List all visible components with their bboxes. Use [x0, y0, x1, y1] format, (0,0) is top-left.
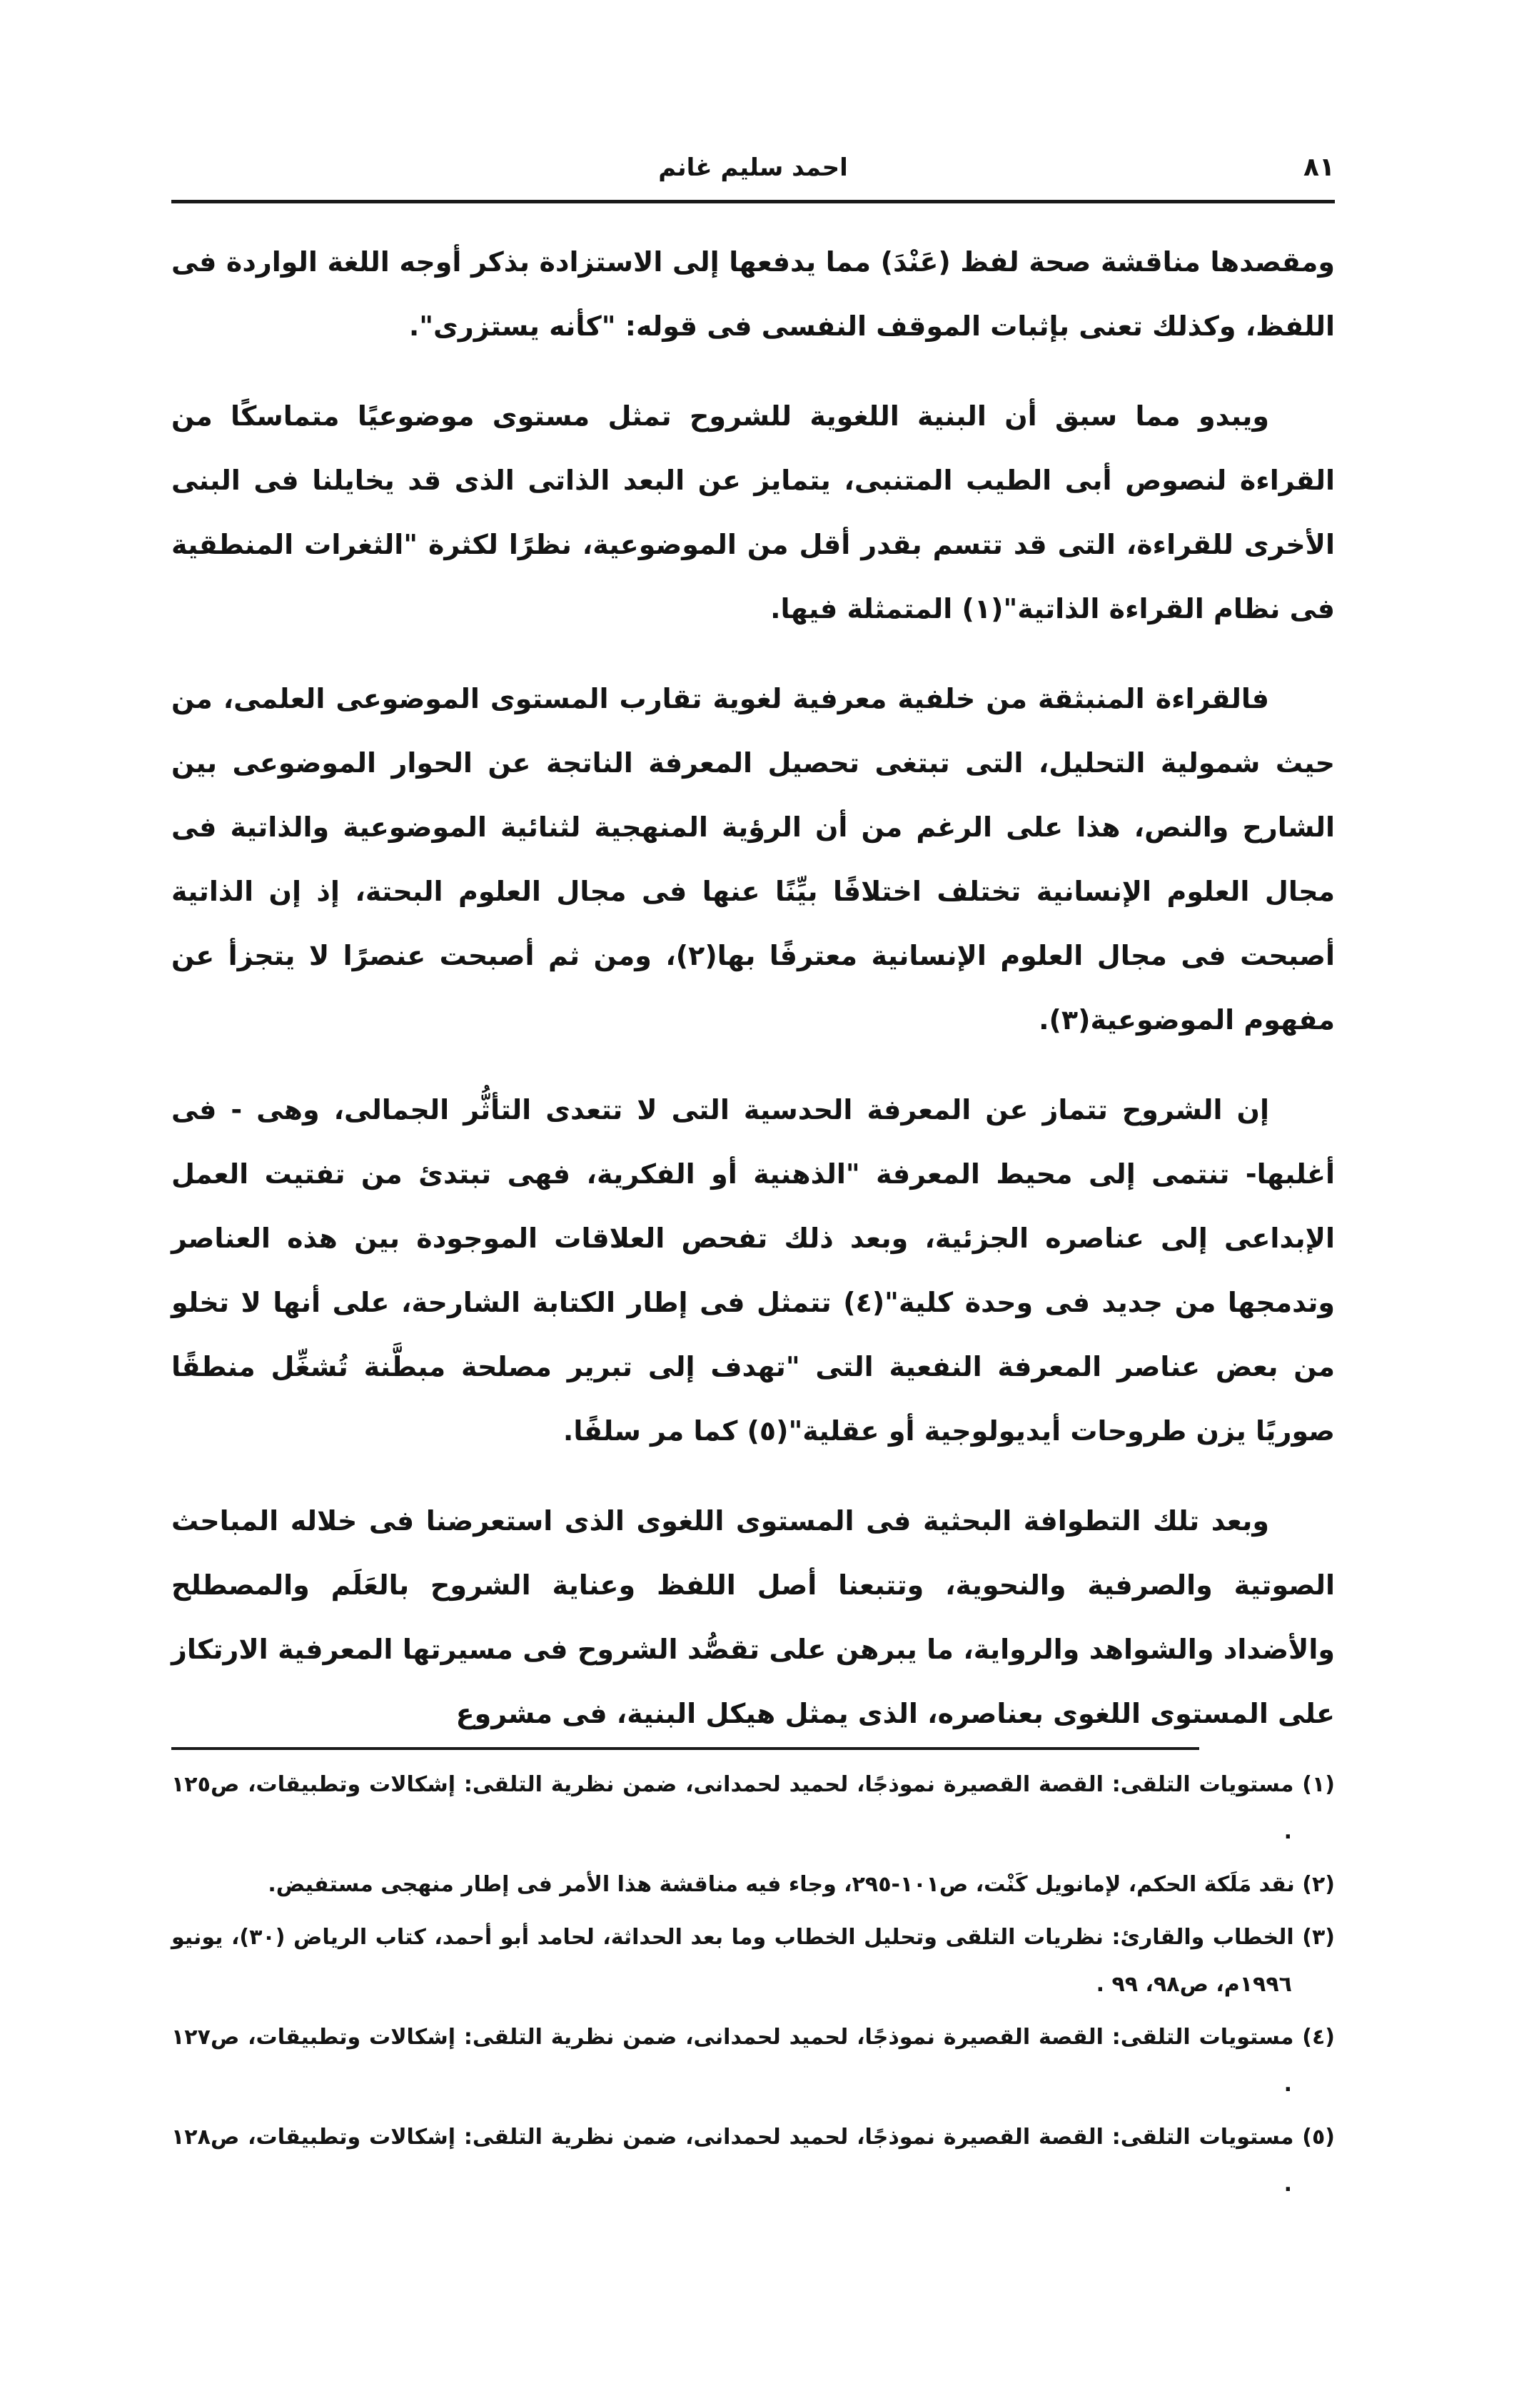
paragraph: إن الشروح تتماز عن المعرفة الحدسية التى لا تتعدى التأثُّر الجمالى، وهى - فى أغلبها- تنتمى إلى محيط المعرفة "الذهنية أو الفكرية، فهى تبتدئ من تفتيت العمل الإبداعى إلى عناصره الجزئية، وبعد ذلك تفحص العلاقات الموجودة بين هذه العناصر وتدمجها من جديد فى وحدة كلية"(٤) تتمثل فى إطار الكتابة الشارحة، على أنها لا تخلو من بعض عناصر المعرفة النفعية التى "تهدف إلى تبرير مصلحة مبطَّنة تُشغِّل منطقًا صوريًا يزن طروحات أيديولوجية أو عقلية"(٥) كما مر سلفًا.: [171, 1094, 1335, 1447]
page-number: ٨١: [1303, 153, 1335, 182]
body-text: [171, 230, 1335, 1771]
footnote-rule: [171, 1747, 1199, 1750]
footnote: (٥) مستويات التلقى: القصة القصيرة نموذجًا، لحميد لحمدانى، ضمن نظرية التلقى: إشكالات وتطبيقات، ص١٢٨ .: [171, 2125, 1335, 2197]
paragraph: ومقصدها مناقشة صحة لفظ (عَنْدَ) مما يدفعها إلى الاستزادة بذكر أوجه اللغة الواردة فى اللفظ، وكذلك تعنى بإثبات الموقف النفسى فى قوله: "كأنه يستزرى".: [171, 246, 1335, 342]
running-header: [171, 146, 1335, 196]
paragraph: فالقراءة المنبثقة من خلفية معرفية لغوية تقارب المستوى الموضوعى العلمى، من حيث شمولية التحليل، التى تبتغى تحصيل المعرفة الناتجة عن الحوار الموضوعى بين الشارح والنص، هذا على الرغم من أن الرؤية المنهجية لثنائية الموضوعية والذاتية فى مجال العلوم الإنسانية تختلف اختلافًا بيِّنًا عنها فى مجال العلوم البحتة، إذ إن الذاتية أصبحت فى مجال العلوم الإنسانية معترفًا بها(٢)، ومن ثم أصبحت عنصرًا لا يتجزأ عن مفهوم الموضوعية(٣).: [171, 683, 1335, 1036]
paragraph: وبعد تلك التطوافة البحثية فى المستوى اللغوى الذى استعرضنا فى خلاله المباحث الصوتية والصرفية والنحوية، وتتبعنا أصل اللفظ وعناية الشروح بالعَلَم والمصطلح والأضداد والشواهد والرواية، ما يبرهن على تقصُّد الشروح فى مسيرتها المعرفية الارتكاز على المستوى اللغوى بعناصره، الذى يمثل هيكل البنية، فى مشروع: [171, 1505, 1335, 1729]
footnote: (٢) نقد مَلَكة الحكم، لإمانويل كَنْت، ص١٠١-٢٩٥، وجاء فيه مناقشة هذا الأمر فى إطار منهجى مستفيض.: [268, 1872, 1335, 1897]
footnotes: [171, 1761, 1335, 2214]
footnote: (٤) مستويات التلقى: القصة القصيرة نموذجًا، لحميد لحمدانى، ضمن نظرية التلقى: إشكالات وتطبيقات، ص١٢٧ .: [171, 2025, 1335, 2097]
book-page: [171, 0, 1335, 2408]
footnote: (١) مستويات التلقى: القصة القصيرة نموذجًا، لحميد لحمدانى، ضمن نظرية التلقى: إشكالات وتطبيقات، ص١٢٥ .: [171, 1772, 1335, 1844]
footnote: (٣) الخطاب والقارئ: نظريات التلقى وتحليل الخطاب وما بعد الحداثة، لحامد أبو أحمد، كتاب الرياض (٣٠)، يونيو ١٩٩٦م، ص٩٨، ٩٩ .: [171, 1925, 1335, 1997]
author-running-title: احمد سليم غانم: [658, 153, 848, 182]
paragraph: ويبدو مما سبق أن البنية اللغوية للشروح تمثل مستوى موضوعيًا متماسكًا من القراءة لنصوص أبى الطيب المتنبى، يتمايز عن البعد الذاتى الذى قد يخايلنا فى البنى الأخرى للقراءة، التى قد تتسم بقدر أقل من الموضوعية، نظرًا لكثرة "الثغرات المنطقية فى نظام القراءة الذاتية"(١) المتمثلة فيها.: [171, 400, 1335, 624]
header-rule: [171, 200, 1335, 203]
